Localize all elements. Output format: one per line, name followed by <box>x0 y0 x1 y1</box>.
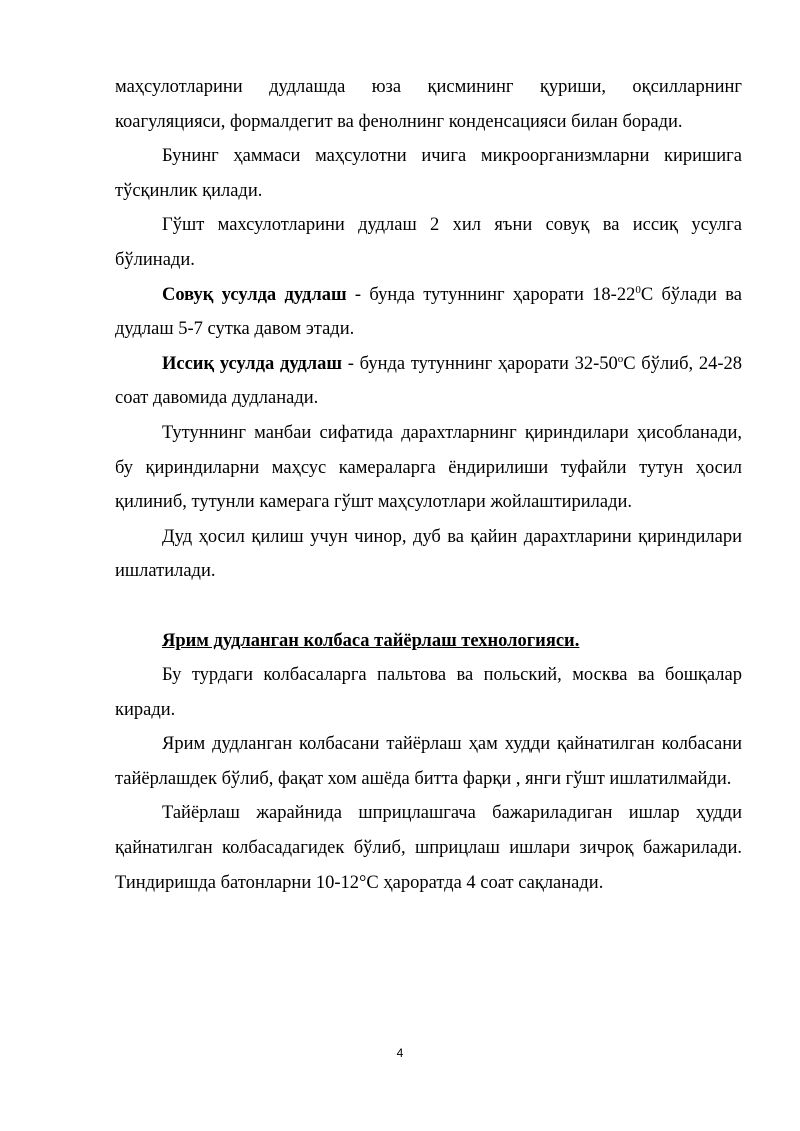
hot-smoking-text-pre: - бунда тутуннинг ҳарорати 32-50 <box>342 353 618 374</box>
cold-smoking-degree-mark: 0 <box>635 283 641 296</box>
paragraph-hot-smoking <box>115 347 742 416</box>
paragraph-microorganisms: Бунинг ҳаммаси маҳсулотни ичига микроорганизмларни киришига тўсқинлик қилади. <box>115 146 742 201</box>
paragraph-cold-smoking <box>115 278 742 347</box>
hot-smoking-text-post: С бўлиб, 24-28 соат давомида дудланади. <box>115 353 742 409</box>
cold-smoking-term: Совуқ усулда дудлаш <box>162 284 347 305</box>
hot-smoking-degree-mark: о <box>617 352 624 365</box>
paragraph-wood-types: Дуд ҳосил қилиш учун чинор, дуб ва қайин дарахтларини қириндилари ишлатилади. <box>115 526 742 582</box>
section-heading: Ярим дудланган колбаса тайёрлаш технологияси. <box>162 630 580 651</box>
paragraph-smoking-process: маҳсулотларини дудлашда юза қисмининг қуриши, оқсилларнинг коагуляцияси, формалдегит ва фенолнинг конденсацияси билан боради. <box>115 77 742 132</box>
document-page <box>115 70 742 900</box>
hot-smoking-term: Иссиқ усулда дудлаш <box>162 353 343 374</box>
page-number: 4 <box>396 1046 404 1060</box>
paragraph-smoking-methods: Гўшт махсулотларини дудлаш 2 хил яъни совуқ ва иссиқ усулга бўлинади. <box>115 215 742 270</box>
cold-smoking-text-post: С бўлади ва дудлаш 5-7 сутка давом этади. <box>115 284 742 340</box>
paragraph-sausage-types: Бу турдаги колбасаларга пальтова ва польский, москва ва бошқалар киради. <box>115 665 742 720</box>
paragraph-preparation: Ярим дудланган колбасани тайёрлаш ҳам худди қайнатилган колбасани тайёрлашдек бўлиб, фақат хом ашёда битта фарқи , янги гўшт ишлатилмайди. <box>115 734 742 789</box>
cold-smoking-text-pre: - бунда тутуннинг ҳарорати 18-22 <box>346 284 636 305</box>
paragraph-process-details: Тайёрлаш жарайнида шприцлашгача бажариладиган ишлар ҳудди қайнатилган колбасадагидек бўлиб, шприцлаш ишлари зичроқ бажарилади. Тиндиришда батонларни 10-12°С ҳароратда 4 соат сақланади. <box>115 803 742 893</box>
paragraph-smoke-source: Тутуннинг манбаи сифатида дарахтларнинг қириндилари ҳисобланади, бу қириндиларни маҳсус камераларга ёндирилиши туфайли тутун ҳосил қилиниб, тутунли камерага гўшт маҳсулотлари жойлаштирилади. <box>115 422 742 513</box>
section-spacer <box>115 589 742 624</box>
